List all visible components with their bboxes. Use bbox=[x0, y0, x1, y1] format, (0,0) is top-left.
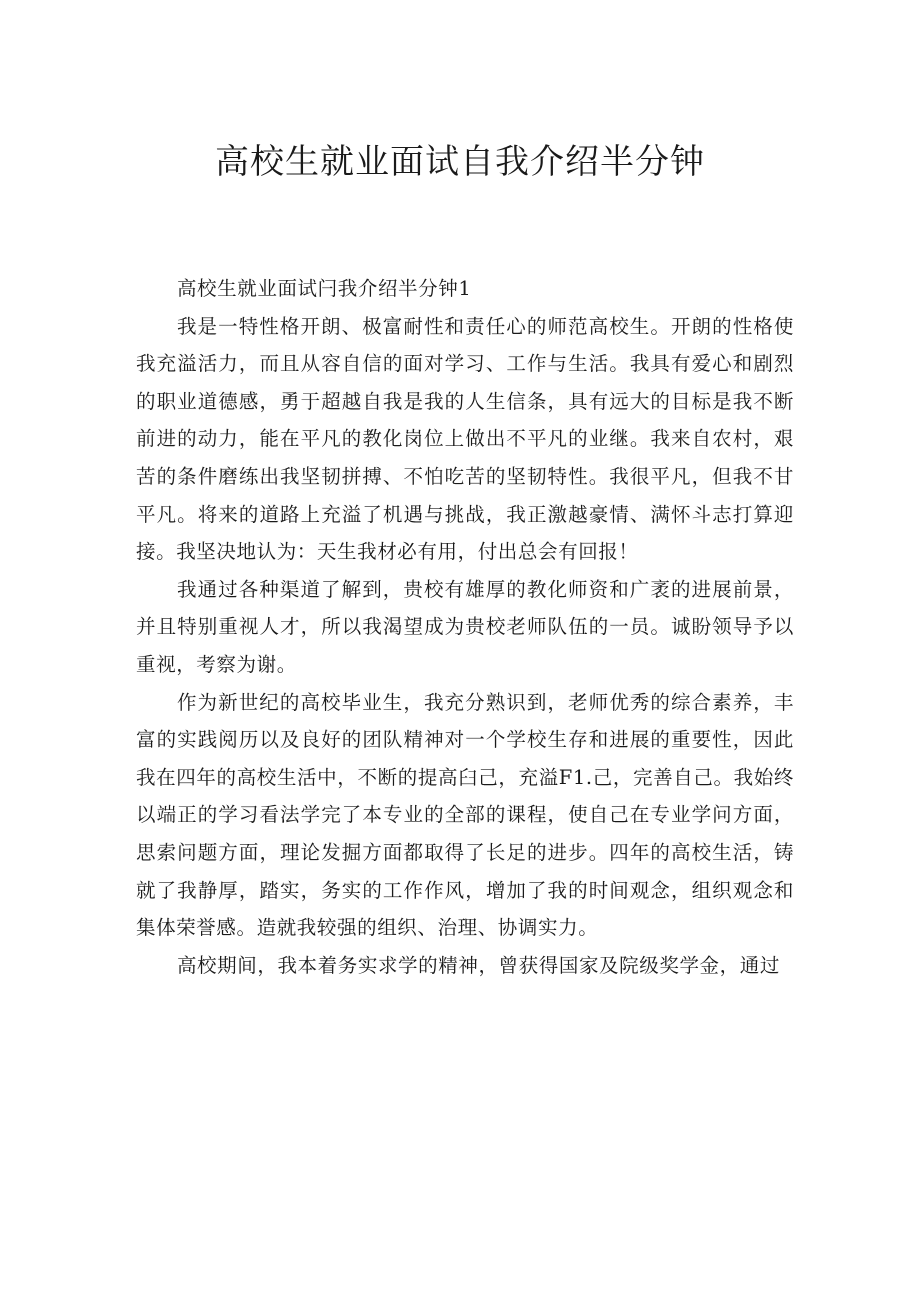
paragraph-2: 我通过各种渠道了解到，贵校有雄厚的教化师资和广袤的进展前景，并且特别重视人才，所以我渴望成为贵校老师队伍的一员。诚盼领导予以重视，考察为谢。 bbox=[136, 577, 794, 676]
document-body bbox=[136, 270, 794, 984]
paragraph-4: 高校期间，我本着务实求学的精神，曾获得国家及院级奖学金，通过 bbox=[176, 953, 780, 977]
document-title: 高校生就业面试自我介绍半分钟 bbox=[215, 142, 705, 182]
section-heading: 高校生就业面试闩我介绍半分钟1 bbox=[176, 277, 472, 300]
paragraph-1: 我是一特性格开朗、极富耐性和责任心的师范高校生。开朗的性格使我充溢活力，而且从容自信的面对学习、工作与生活。我具有爱心和剧烈的职业道德感，勇于超越自我是我的人生信条，具有远大的目标是我不断前进的动力，能在平凡的教化岗位上做出不平凡的业继。我来自农村，艰苦的条件磨练出我坚韧拼搏、不怕吃苦的坚韧特性。我很平凡，但我不甘平凡。将来的道路上充溢了机遇与挑战，我正激越豪情、满怀斗志打算迎接。我坚决地认为：天生我材必有用，付出总会有回报！ bbox=[136, 314, 794, 564]
paragraph-3: 作为新世纪的高校毕业生，我充分熟识到，老师优秀的综合素养，丰富的实践阅历以及良好的团队精神对一个学校生存和进展的重要性，因此我在四年的高校生活中，不断的提高臼己，充溢F1.己，完善自己。我始终以端正的学习看法学完了本专业的全部的课程，使自己在专业学问方面，思索问题方面，理论发掘方面都取得了长足的进步。四年的高校生活，铸就了我静厚，踏实，务实的工作作风，增加了我的时间观念，组织观念和集体荣誉感。造就我较强的组织、治理、协调实力。 bbox=[136, 690, 794, 940]
